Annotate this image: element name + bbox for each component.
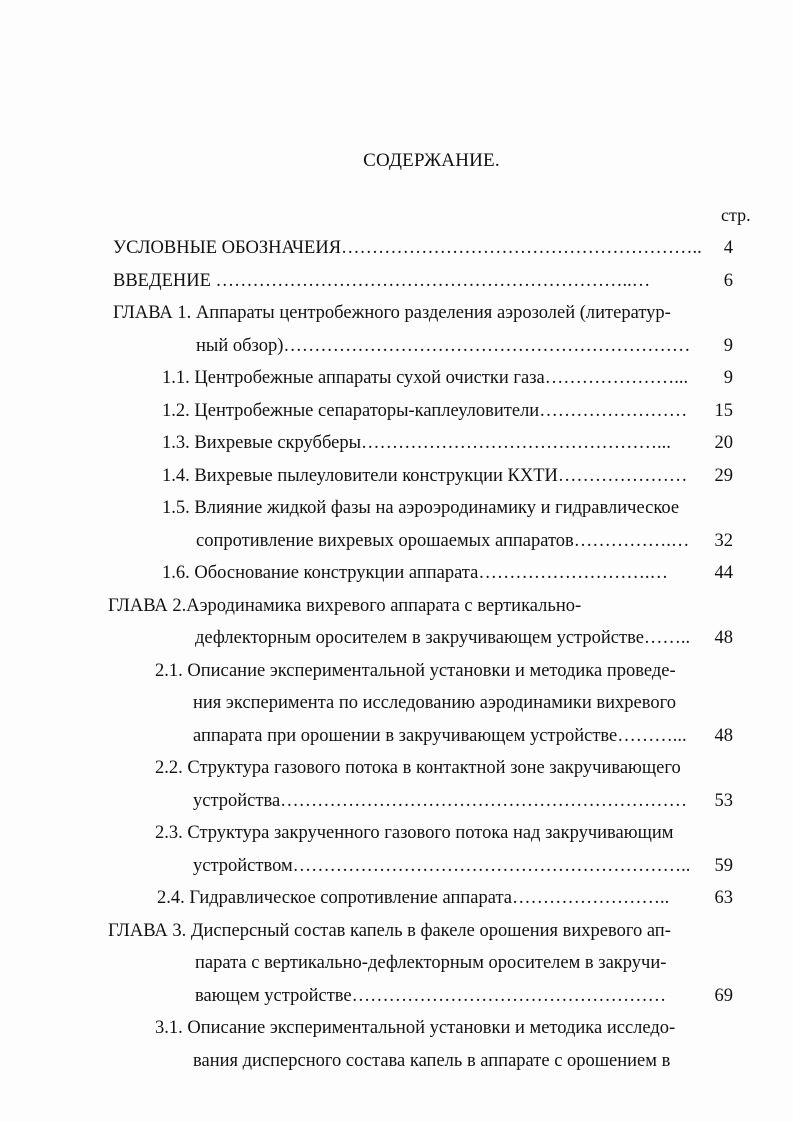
toc-entry (0, 265, 793, 298)
toc-entry-text: 2.4. Гидравлическое сопротивление аппарата…………………….. (157, 888, 670, 908)
toc-entry-page: 69 (714, 985, 733, 1006)
toc-entry (0, 655, 793, 688)
toc-entry-text: 2.2. Структура газового потока в контактной зоне закручивающего (155, 758, 681, 778)
toc-entry-page: 4 (723, 238, 733, 258)
toc-entry-page: 9 (723, 335, 733, 356)
toc-entry-page: 53 (714, 790, 733, 811)
toc-entry-continuation (0, 947, 793, 980)
toc-entry-text: вающем устройстве…………………………………………… (195, 985, 667, 1006)
toc-entry-text: 1.3. Вихревые скрубберы…………………………………………... (162, 433, 671, 453)
toc-entry-page: 44 (714, 563, 733, 583)
page-column-header: стр. (721, 205, 751, 225)
toc-entry-continuation (0, 330, 793, 363)
toc-entry (0, 817, 793, 850)
toc-entry-continuation (0, 1045, 793, 1078)
table-of-contents (0, 232, 793, 1077)
toc-entry-page: 6 (723, 270, 733, 291)
toc-entry-continuation (0, 622, 793, 655)
toc-entry (0, 590, 793, 623)
toc-entry-page: 63 (714, 888, 733, 908)
toc-entry-text: аппарата при орошении в закручивающем устройстве………... (193, 725, 687, 746)
toc-entry-text: 2.1. Описание экспериментальной установки и методика проведе- (155, 660, 676, 681)
toc-entry-text: ный обзор)………………………………………………………… (196, 335, 691, 356)
toc-entry-text: ВВЕДЕНИЕ …………………………………………………………..… (113, 270, 651, 291)
toc-entry-page: 29 (714, 465, 733, 486)
toc-entry-text: 1.2. Центробежные сепараторы-каплеуловители…………………… (162, 400, 688, 421)
toc-entry-text: устройством……………………………………………………….. (193, 855, 691, 876)
toc-entry-page: 9 (723, 368, 733, 388)
toc-entry-page: 20 (714, 433, 733, 453)
toc-entry-page: 59 (714, 855, 733, 876)
toc-entry-continuation (0, 785, 793, 818)
toc-entry-text: вания дисперсного состава капель в аппарате с орошением в (193, 1050, 671, 1071)
toc-entry (0, 915, 793, 948)
toc-entry-text: устройства………………………………………………………… (193, 790, 688, 811)
toc-entry-text: 1.1. Центробежные аппараты сухой очистки газа…………………... (162, 368, 689, 388)
toc-entry-text: 3.1. Описание экспериментальной установки и методика исследо- (155, 1018, 676, 1038)
toc-entry-continuation (0, 850, 793, 883)
toc-entry-page: 48 (714, 628, 733, 648)
toc-entry-text: ГЛАВА 1. Аппараты центробежного разделения аэрозолей (литератур- (113, 303, 671, 323)
toc-entry-text: ГЛАВА 3. Дисперсный состав капель в факеле орошения вихревого ап- (108, 920, 671, 941)
toc-entry-text: сопротивление вихревых орошаемых аппаратов…………….… (196, 530, 690, 551)
toc-entry-page: 15 (714, 400, 733, 421)
toc-entry (0, 492, 793, 525)
toc-entry-continuation (0, 720, 793, 753)
toc-entry (0, 1012, 793, 1045)
toc-entry (0, 362, 793, 395)
toc-entry-page: 48 (714, 725, 733, 746)
toc-entry (0, 427, 793, 460)
toc-entry-text: ГЛАВА 2.Аэродинамика вихревого аппарата с вертикально- (108, 595, 582, 616)
toc-entry (0, 882, 793, 915)
toc-entry (0, 232, 793, 265)
toc-entry-text: дефлекторным оросителем в закручивающем устройстве…….. (195, 628, 691, 648)
toc-entry (0, 460, 793, 493)
toc-entry (0, 297, 793, 330)
toc-entry (0, 752, 793, 785)
toc-entry-text: УСЛОВНЫЕ ОБОЗНАЧЕИЯ………………………………………………….. (113, 238, 702, 258)
toc-entry-page: 32 (714, 530, 733, 551)
toc-entry-continuation (0, 525, 793, 558)
toc-entry-text: парата с вертикально-дефлекторным оросителем в закручи- (195, 953, 667, 973)
toc-entry-text: 1.4. Вихревые пылеуловители конструкции КХТИ………………… (162, 465, 688, 486)
toc-entry-continuation (0, 980, 793, 1013)
document-title: СОДЕРЖАНИЕ. (363, 150, 500, 171)
toc-entry-text: 2.3. Структура закрученного газового потока над закручивающим (155, 823, 674, 843)
toc-entry-text: 1.6. Обоснование конструкции аппарата……………………….… (162, 563, 668, 583)
toc-entry-text: ния эксперимента по исследованию аэродинамики вихревого (193, 693, 676, 713)
toc-entry-text: 1.5. Влияние жидкой фазы на аэроэродинамику и гидравлическое (162, 498, 680, 518)
toc-entry (0, 557, 793, 590)
toc-entry (0, 395, 793, 428)
toc-entry-continuation (0, 687, 793, 720)
